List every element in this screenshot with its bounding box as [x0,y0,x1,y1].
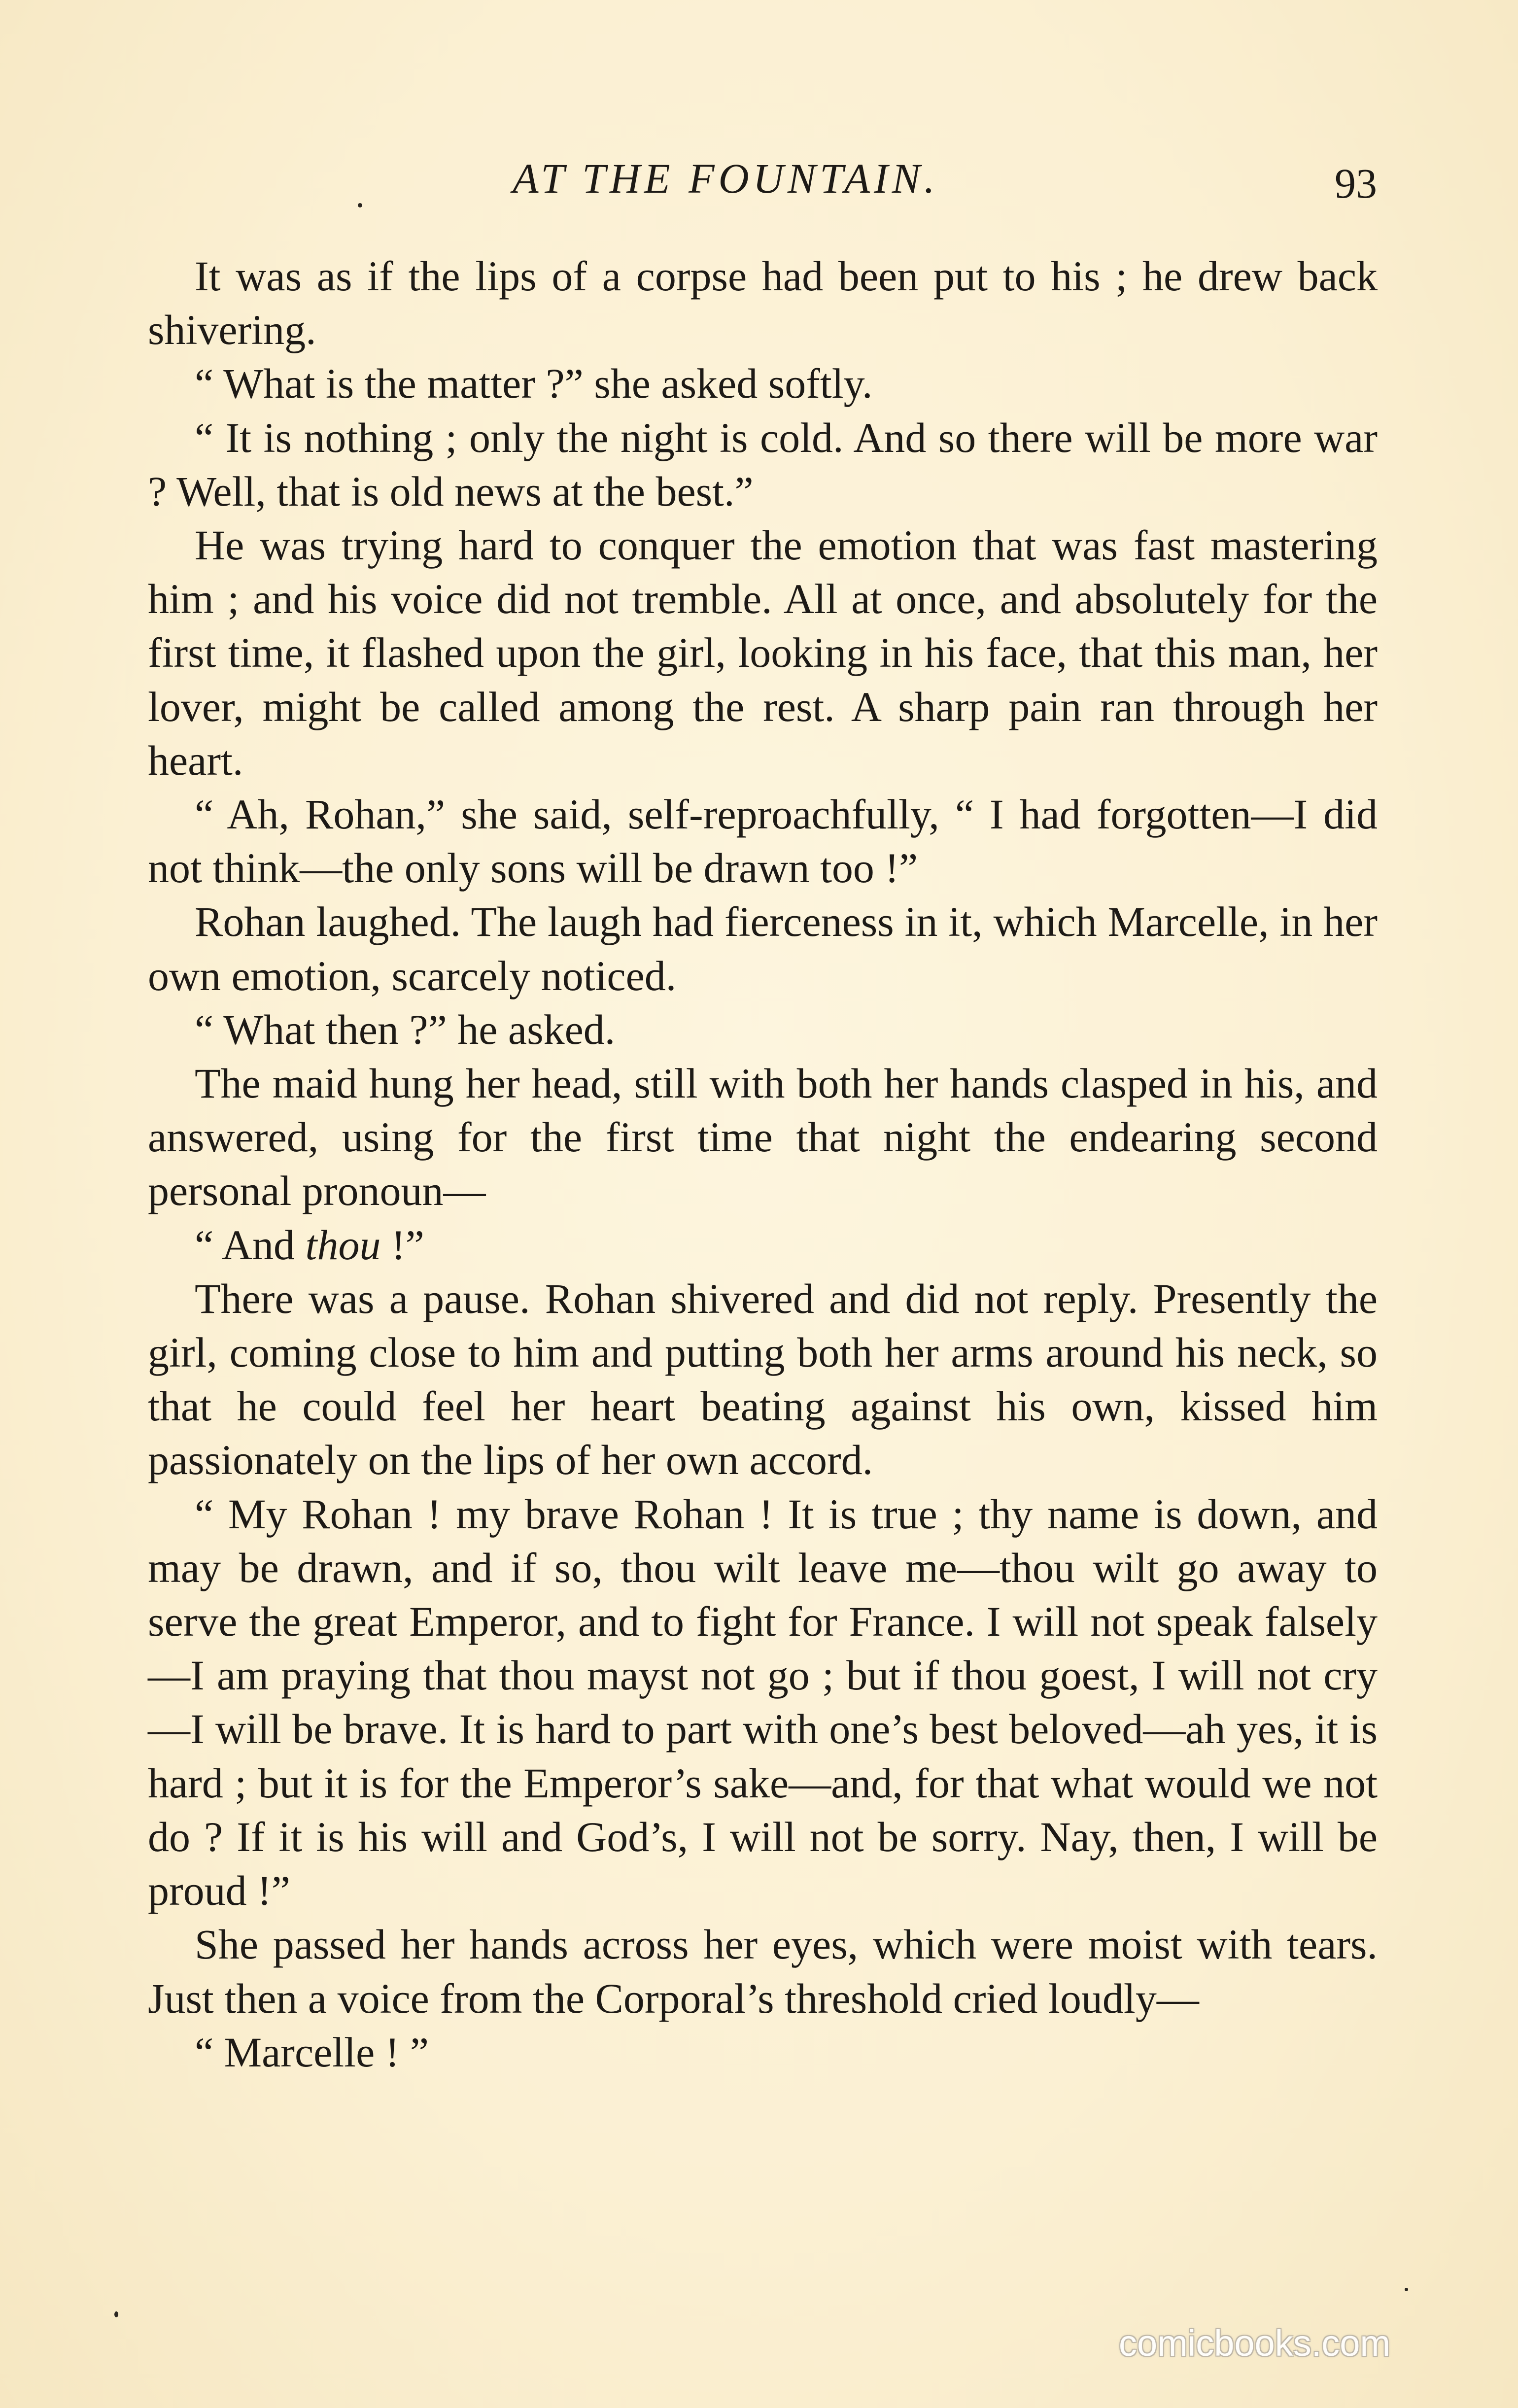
ink-speck [114,2311,118,2317]
paragraph: It was as if the lips of a corpse had been put to his ; he drew back shivering. [148,252,1378,354]
paragraph: Rohan laughed. The laugh had fierceness in it, which Marcelle, in her own emotion, scarcely noticed. [148,898,1378,999]
paragraph: There was a pause. Rohan shivered and did not reply. Presently the girl, coming close to him and putting both her arms around his neck, so that he could feel her heart beating against his own, kissed him passionately on the lips of her own accord. [148,1274,1378,1484]
quote-open: “ And [195,1221,306,1269]
paragraph: The maid hung her head, still with both her hands clasped in his, and answered, using for the first time that night the endearing second personal pronoun— [148,1060,1378,1215]
ink-speck [358,203,362,207]
paragraph: “ Marcelle ! ” [195,2028,429,2076]
running-head [0,148,1518,212]
watermark: comicbooks.com [1119,2323,1391,2364]
ink-speck [1405,2288,1408,2291]
body-text [148,249,1378,2079]
paragraph: “ It is nothing ; only the night is cold. And so there will be more war ? Well, that is old news at the best.” [148,413,1378,515]
running-title: AT THE FOUNTAIN. [513,155,939,202]
page-number: 93 [1335,160,1377,207]
paragraph: “ What is the matter ?” she asked softly. [195,360,873,408]
paragraph: He was trying hard to conquer the emotion that was fast mastering him ; and his voice did not tremble. All at once, and absolutely for the first time, it flashed upon the girl, looking in his face, that this man, her lover, might be called among the rest. A sharp pain ran through her heart. [148,521,1378,784]
quote-close: !” [380,1221,424,1269]
paragraph: “ My Rohan ! my brave Rohan ! It is true ; thy name is down, and may be drawn, and if so, thou wilt leave me—thou wilt go away to serve the great Emperor, and to fight for France. I will not speak falsely—I am praying that thou mayst not go ; but if thou goest, I will not cry—I will be brave. It is hard to part with one’s best beloved—ah yes, it is hard ; but it is for the Emperor’s sake—and, for that what would we not do ? If it is his will and God’s, I will not be sorry. Nay, then, I will be proud !” [148,1490,1378,1915]
paragraph-and-thou [148,1218,1378,1272]
italic-thou: thou [305,1221,381,1269]
paragraph: “ What then ?” he asked. [195,1005,616,1053]
paragraph: “ Ah, Rohan,” she said, self-reproachfully, “ I had forgotten—I did not think—the only sons will be drawn too !” [148,791,1378,892]
paragraph: She passed her hands across her eyes, which were moist with tears. Just then a voice from the Corporal’s threshold cried loudly— [148,1921,1378,2022]
